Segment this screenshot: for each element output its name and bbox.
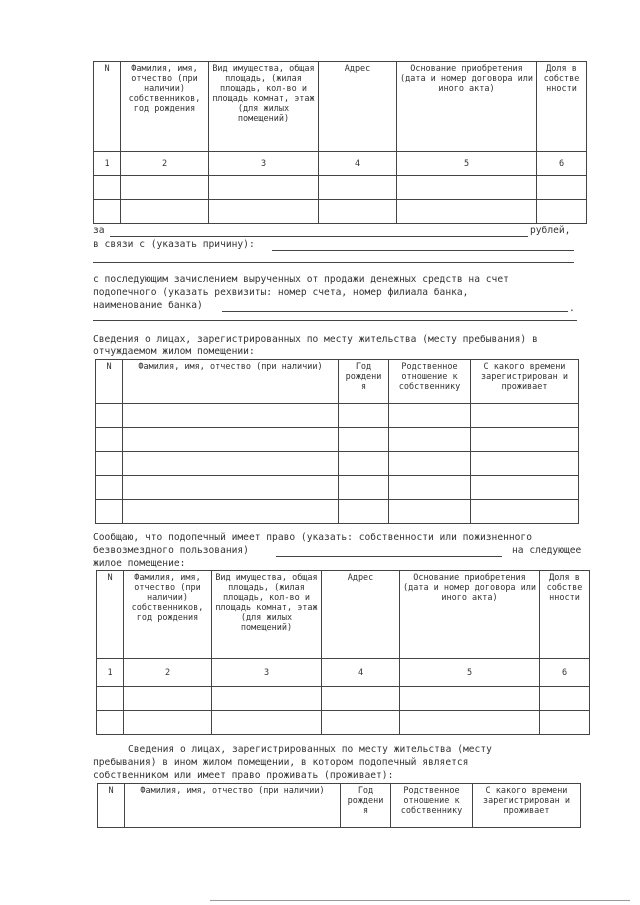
rights-text-line-3: жилое помещение: bbox=[93, 558, 186, 569]
table-cell[interactable] bbox=[94, 200, 121, 224]
column-number: 6 bbox=[537, 152, 587, 176]
column-number: 1 bbox=[97, 659, 124, 687]
table-cell[interactable] bbox=[389, 428, 471, 452]
column-header-number: N bbox=[94, 62, 121, 152]
registered-2-heading-line-3: собственником или имеет право проживать (проживает): bbox=[93, 770, 394, 781]
column-number: 4 bbox=[319, 152, 397, 176]
table-cell[interactable] bbox=[389, 404, 471, 428]
column-number: 2 bbox=[124, 659, 212, 687]
table-cell[interactable] bbox=[322, 687, 400, 711]
account-text-line-3: наименование банка) bbox=[93, 300, 203, 311]
account-text-line-1: с последующим зачислением вырученных от продажи денежных средств на счет bbox=[93, 274, 509, 285]
table-cell[interactable] bbox=[537, 176, 587, 200]
owners-table-header-row bbox=[94, 62, 587, 152]
column-number: 6 bbox=[540, 659, 590, 687]
table-cell[interactable] bbox=[537, 200, 587, 224]
column-header-share: Доля в собстве нности bbox=[537, 62, 587, 152]
bank-details-field-line-2[interactable] bbox=[93, 320, 577, 321]
table-cell[interactable] bbox=[471, 404, 579, 428]
table-row bbox=[94, 176, 587, 200]
registered-heading-line-2: отчуждаемом жилом помещении: bbox=[93, 346, 255, 357]
table-cell[interactable] bbox=[389, 476, 471, 500]
column-header-property-type: Вид имущества, общая площадь, (жилая площадь, кол-во и площадь комнат, этаж (для жилых помещений) bbox=[212, 571, 322, 659]
table-cell[interactable] bbox=[96, 452, 123, 476]
column-header-share: Доля в собстве нности bbox=[540, 571, 590, 659]
column-header-number: N bbox=[98, 784, 125, 828]
owners-table-header-row bbox=[97, 571, 590, 659]
reason-label: в связи с (указать причину): bbox=[93, 239, 255, 250]
table-cell[interactable] bbox=[97, 687, 124, 711]
registered-2-heading-line-1: Сведения о лицах, зарегистрированных по месту жительства (месту bbox=[128, 744, 492, 755]
table-cell[interactable] bbox=[209, 200, 319, 224]
rights-text-line-2: безвозмездного пользования) bbox=[93, 545, 249, 556]
end-dot: . bbox=[569, 303, 575, 314]
column-header-relationship: Родственное отношение к собственнику bbox=[389, 360, 471, 404]
table-cell[interactable] bbox=[124, 711, 212, 735]
column-header-owner-name: Фамилия, имя, отчество (при наличии) собственников, год рождения bbox=[121, 62, 209, 152]
table-cell[interactable] bbox=[471, 428, 579, 452]
table-row bbox=[96, 476, 579, 500]
table-cell[interactable] bbox=[540, 711, 590, 735]
table-cell[interactable] bbox=[471, 500, 579, 524]
owners-table-2 bbox=[96, 570, 590, 735]
column-header-registered-since: С какого времени зарегистрирован и проживает bbox=[471, 360, 579, 404]
table-cell[interactable] bbox=[212, 711, 322, 735]
table-cell[interactable] bbox=[123, 452, 339, 476]
column-number: 2 bbox=[121, 152, 209, 176]
table-row bbox=[94, 200, 587, 224]
table-cell[interactable] bbox=[212, 687, 322, 711]
table-cell[interactable] bbox=[94, 176, 121, 200]
account-text-line-2: подопечного (указать рехвизиты: номер счета, номер филиала банка, bbox=[93, 287, 469, 298]
table-cell[interactable] bbox=[397, 200, 537, 224]
table-cell[interactable] bbox=[123, 404, 339, 428]
column-number: 5 bbox=[397, 152, 537, 176]
owners-table-number-row bbox=[94, 152, 587, 176]
table-cell[interactable] bbox=[339, 428, 389, 452]
table-cell[interactable] bbox=[319, 200, 397, 224]
table-cell[interactable] bbox=[123, 428, 339, 452]
column-header-birth-year: Год рождени я bbox=[341, 784, 391, 828]
right-type-field[interactable] bbox=[276, 556, 502, 557]
bank-details-field[interactable] bbox=[222, 311, 568, 312]
table-cell[interactable] bbox=[96, 500, 123, 524]
column-header-number: N bbox=[97, 571, 124, 659]
table-cell[interactable] bbox=[123, 500, 339, 524]
table-cell[interactable] bbox=[389, 452, 471, 476]
table-row bbox=[96, 500, 579, 524]
price-prefix: за bbox=[93, 225, 105, 236]
table-cell[interactable] bbox=[96, 476, 123, 500]
table-row bbox=[96, 428, 579, 452]
table-row bbox=[96, 404, 579, 428]
rights-text-line-2-end: на следующее bbox=[512, 545, 582, 556]
registered-persons-table-2 bbox=[97, 783, 581, 828]
table-cell[interactable] bbox=[339, 452, 389, 476]
price-field[interactable] bbox=[110, 236, 528, 237]
table-cell[interactable] bbox=[209, 176, 319, 200]
price-suffix: рублей, bbox=[530, 225, 571, 236]
registered-persons-table-1 bbox=[95, 359, 579, 524]
table-cell[interactable] bbox=[319, 176, 397, 200]
column-header-full-name: Фамилия, имя, отчество (при наличии) bbox=[125, 784, 341, 828]
table-cell[interactable] bbox=[540, 687, 590, 711]
table-cell[interactable] bbox=[339, 404, 389, 428]
table-cell[interactable] bbox=[339, 476, 389, 500]
owners-table-1 bbox=[93, 61, 587, 224]
column-header-address: Адрес bbox=[322, 571, 400, 659]
column-header-relationship: Родственное отношение к собственнику bbox=[391, 784, 473, 828]
column-header-address: Адрес bbox=[319, 62, 397, 152]
column-header-property-type: Вид имущества, общая площадь, (жилая площадь, кол-во и площадь комнат, этаж (для жилых помещений) bbox=[209, 62, 319, 152]
column-header-acquisition-basis: Основание приобретения (дата и номер договора или иного акта) bbox=[397, 62, 537, 152]
column-number: 3 bbox=[209, 152, 319, 176]
table-cell[interactable] bbox=[121, 200, 209, 224]
column-header-birth-year: Год рождени я bbox=[339, 360, 389, 404]
table-cell[interactable] bbox=[124, 687, 212, 711]
registered-table-header-row bbox=[96, 360, 579, 404]
column-header-acquisition-basis: Основание приобретения (дата и номер договора или иного акта) bbox=[400, 571, 540, 659]
table-cell[interactable] bbox=[400, 687, 540, 711]
column-number: 3 bbox=[212, 659, 322, 687]
column-header-owner-name: Фамилия, имя, отчество (при наличии) собственников, год рождения bbox=[124, 571, 212, 659]
registered-2-heading-line-2: пребывания) в ином жилом помещении, в котором подопечный является bbox=[93, 757, 469, 768]
column-header-full-name: Фамилия, имя, отчество (при наличии) bbox=[123, 360, 339, 404]
rights-text-line-1: Сообщаю, что подопечный имеет право (указать: собственности или пожизненного bbox=[93, 532, 532, 543]
column-header-number: N bbox=[96, 360, 123, 404]
table-row bbox=[97, 687, 590, 711]
table-cell[interactable] bbox=[121, 176, 209, 200]
table-cell[interactable] bbox=[96, 404, 123, 428]
table-cell[interactable] bbox=[97, 711, 124, 735]
table-cell[interactable] bbox=[471, 476, 579, 500]
table-cell[interactable] bbox=[96, 428, 123, 452]
table-row bbox=[96, 452, 579, 476]
table-cell[interactable] bbox=[123, 476, 339, 500]
registered-table-header-row bbox=[98, 784, 581, 828]
column-number: 5 bbox=[400, 659, 540, 687]
table-row bbox=[97, 711, 590, 735]
registered-heading-line-1: Сведения о лицах, зарегистрированных по месту жительства (месту пребывания) в bbox=[93, 334, 538, 345]
table-cell[interactable] bbox=[400, 711, 540, 735]
column-header-registered-since: С какого времени зарегистрирован и проживает bbox=[473, 784, 581, 828]
table-cell[interactable] bbox=[389, 500, 471, 524]
bottom-scan-line bbox=[210, 900, 630, 901]
reason-field[interactable] bbox=[272, 250, 574, 251]
column-number: 4 bbox=[322, 659, 400, 687]
table-cell[interactable] bbox=[397, 176, 537, 200]
table-cell[interactable] bbox=[471, 452, 579, 476]
owners-table-number-row bbox=[97, 659, 590, 687]
table-cell[interactable] bbox=[322, 711, 400, 735]
table-cell[interactable] bbox=[339, 500, 389, 524]
column-number: 1 bbox=[94, 152, 121, 176]
reason-field-line-2[interactable] bbox=[93, 262, 574, 263]
